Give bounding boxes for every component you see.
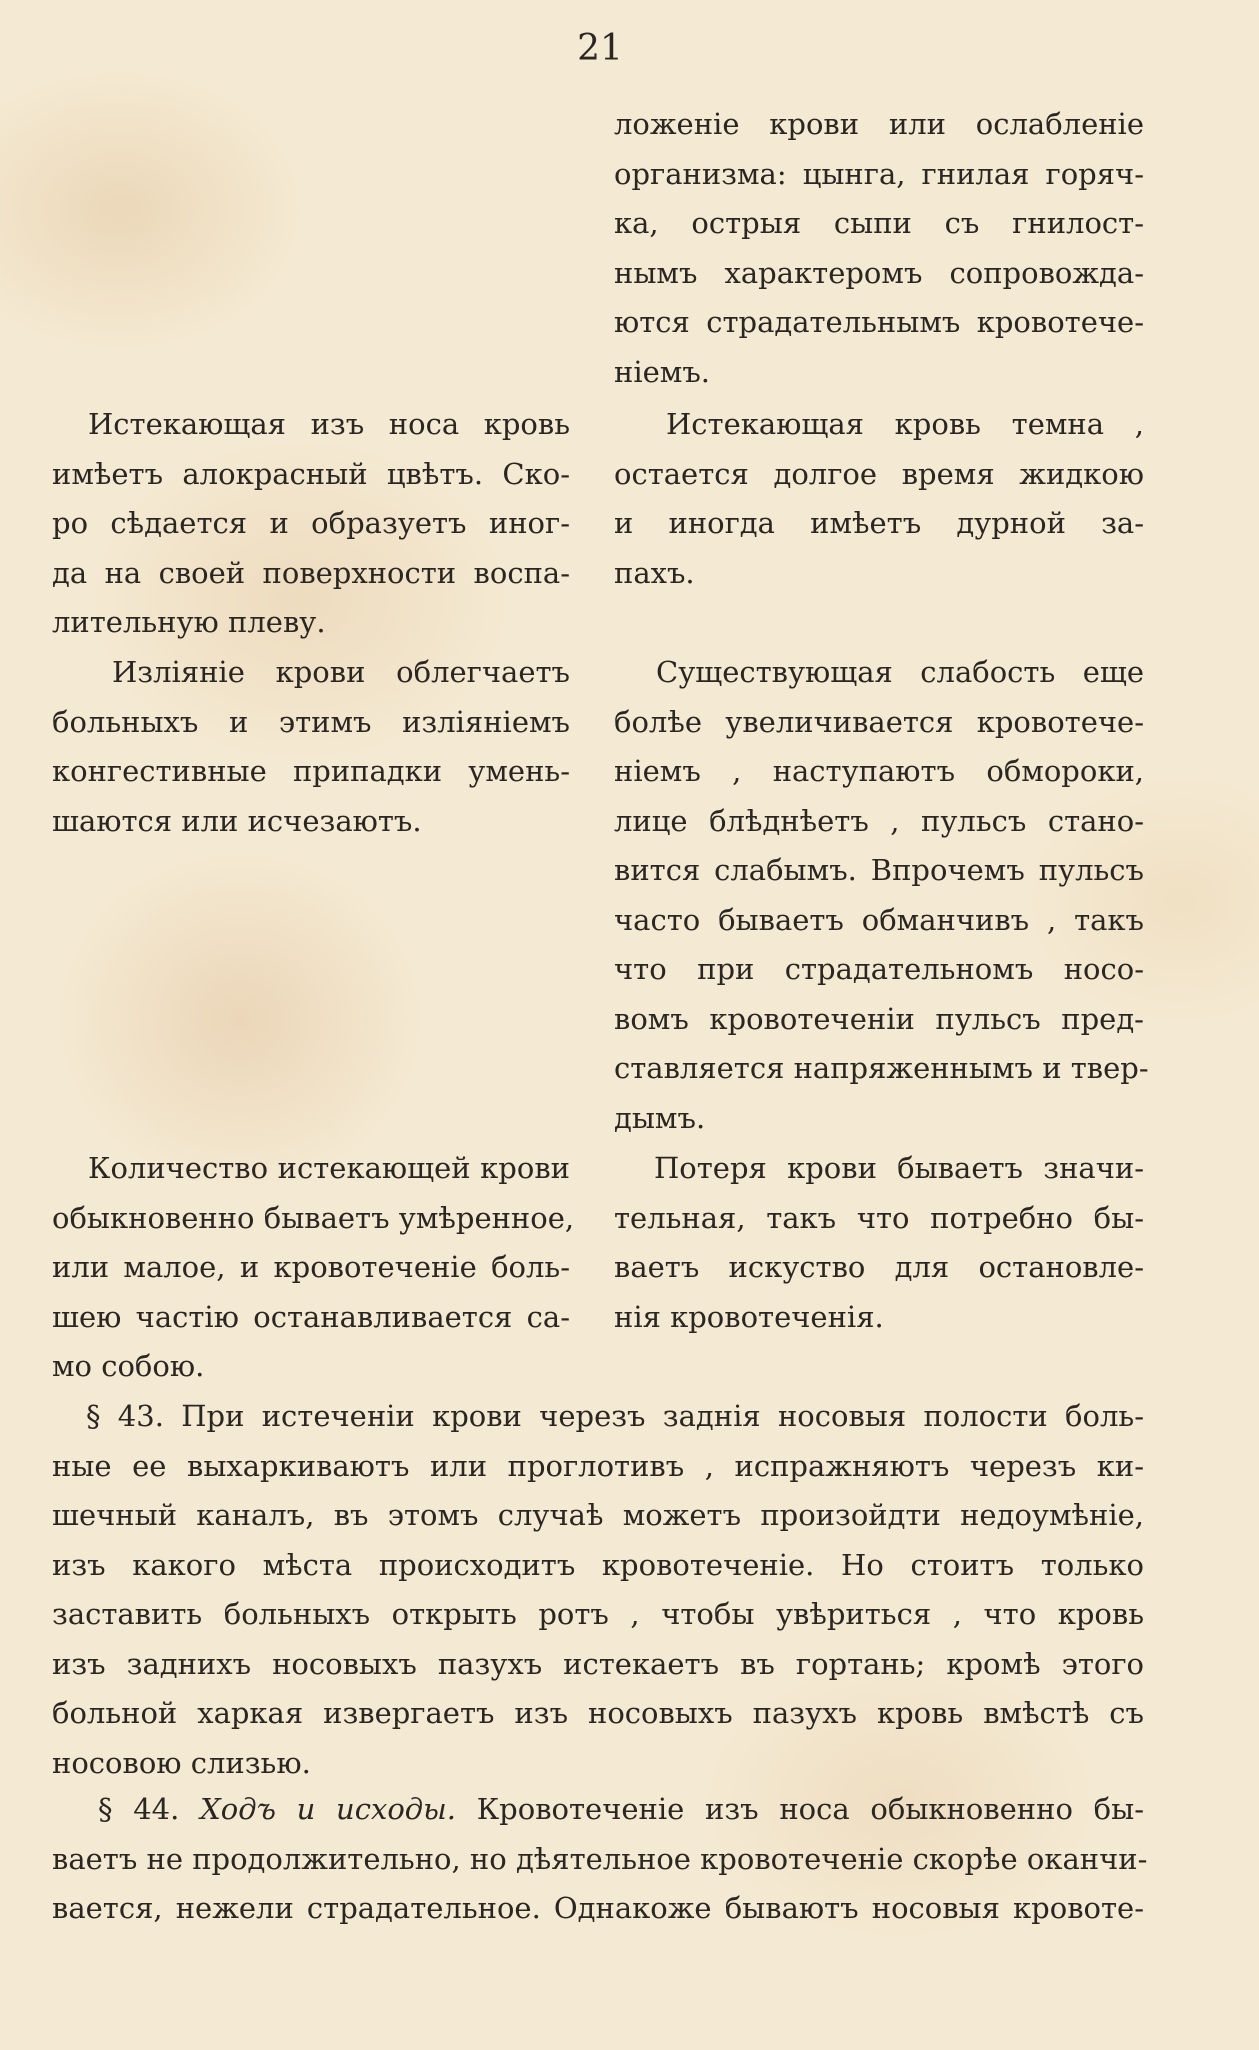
text-line: тельная, такъ что потребно бы- [614,1200,1144,1235]
text-line: обыкновенно бываетъ умѣренное, [52,1200,575,1235]
text-line: ставляется напряженнымъ и твер- [614,1051,1149,1085]
right-paragraph-1 [614,100,1144,397]
text-line [52,1785,1144,1835]
text-line: организма: цынга, гнилая горяч- [614,156,1144,191]
text-line: да на своей поверхности воспа- [52,555,570,590]
text-line: § 43. При истеченіи крови черезъ заднія носовыя полости боль- [86,1399,1144,1433]
text-line: дымъ. [614,1100,706,1135]
left-paragraph-1 [52,400,570,648]
section-text: Кровотеченіе изъ носа обыкновенно бы- [476,1792,1144,1826]
text-line: вается, нежели страдательное. Однакоже бываютъ носовыя кровоте- [52,1891,1144,1925]
text-line: больной харкая извергаетъ изъ носовыхъ пазухъ кровь вмѣстѣ съ [52,1696,1144,1730]
text-line: болѣе увеличивается кровотече- [614,704,1144,739]
right-paragraph-3 [614,648,1149,1143]
text-line: мо собою. [52,1349,205,1383]
text-line: лительную плеву. [52,605,326,639]
text-line: или малое, и кровотеченіе боль- [52,1250,570,1284]
left-paragraph-2 [52,648,570,846]
text-line: лице блѣднѣетъ , пульсъ стано- [614,803,1144,838]
text-line: ложеніе крови или ослабленіе [614,107,1144,141]
page-number: 21 [577,28,623,69]
text-line: вится слабымъ. Впрочемъ пульсъ [614,853,1144,887]
text-line: ка, острыя сыпи съ гнилост- [614,206,1144,240]
text-line: ные ее выхаркиваютъ или проглотивъ , испражняютъ черезъ ки- [52,1448,1144,1483]
text-line: ро сѣдается и образуетъ иног- [52,506,570,540]
text-line: шечный каналъ, въ этомъ случаѣ можетъ произойдти недоумѣніе, [52,1498,1144,1532]
left-paragraph-3 [52,1144,575,1392]
text-line: часто бываетъ обманчивъ , такъ [614,902,1144,937]
text-line: больныхъ и этимъ изліяніемъ [52,704,570,739]
text-line: Существующая слабость еще [656,655,1144,689]
right-paragraph-4 [614,1144,1144,1342]
text-line: ются страдательнымъ кровотече- [614,305,1144,339]
text-line: остается долгое время жидкою [614,456,1144,491]
section-43 [52,1392,1144,1788]
text-line: заставить больныхъ открыть ротъ , чтобы увѣриться , что кровь [52,1597,1144,1631]
text-line: ваетъ искуство для остановле- [614,1250,1144,1284]
section-heading: Ходъ и исходы. [200,1792,456,1826]
text-line: вомъ кровотеченіи пульсъ пред- [614,1001,1144,1036]
text-line: ніемъ , наступаютъ обмороки, [614,754,1144,788]
right-paragraph-2 [614,400,1144,598]
text-line: ніемъ. [614,354,710,389]
text-line: шею частію останавливается са- [52,1299,570,1334]
text-line: изъ какого мѣста происходитъ кровотеченіе. Но стоитъ только [52,1547,1144,1582]
text-line: ваетъ не продолжительно, но дѣятельное кровотеченіе скорѣе оканчи- [52,1841,1148,1876]
section-number: § 44. [98,1792,180,1826]
text-line: Истекающая изъ носа кровь [88,407,570,441]
text-line: шаются или исчезаютъ. [52,803,422,838]
section-44 [52,1785,1148,1934]
text-line: конгестивные припадки умень- [52,754,570,788]
text-line: нія кровотеченія. [614,1299,884,1334]
text-line: пахъ. [614,555,695,590]
text-line: изъ заднихъ носовыхъ пазухъ истекаетъ въ гортань; кромѣ этого [52,1646,1144,1681]
text-line: носовою слизью. [52,1745,311,1780]
text-line: нымъ характеромъ сопровожда- [614,255,1144,290]
text-line: и иногда имѣетъ дурной за- [614,506,1144,540]
text-line: Изліяніе крови облегчаетъ [112,655,570,689]
text-line: имѣетъ алокрасный цвѣтъ. Ско- [52,456,570,491]
text-line: Истекающая кровь темна , [666,407,1144,441]
text-line: что при страдательномъ носо- [614,952,1144,986]
text-line: Потеря крови бываетъ значи- [654,1151,1144,1185]
text-line: Количество истекающей крови [88,1151,570,1185]
